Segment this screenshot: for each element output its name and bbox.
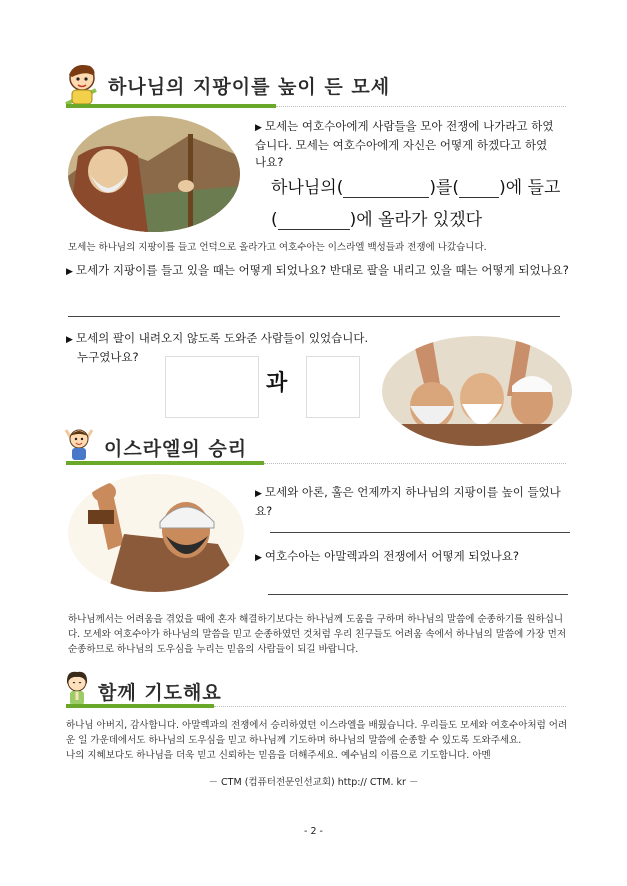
- page-number: - 2 -: [304, 826, 323, 837]
- section2-question2: ▶ 여호수아는 아말렉과의 전쟁에서 어떻게 되었나요?: [255, 549, 519, 563]
- section3-title-dotted-rule: [214, 706, 566, 707]
- section1-title: 하나님의 지팡이를 높이 든 모세: [108, 76, 391, 98]
- section1-title-dotted-rule: [276, 106, 566, 107]
- section3-title-underline: [66, 704, 214, 708]
- section2-message: 하나님께서는 어려움을 겪었을 때에 혼자 해결하기보다는 하나님께 도움을 구하며 하나님의 말씀에 순종하기를 원하십니다. 모세와 여호수아가 하나님의 말씀을 믿고 순종하였던 것처럼 우리 친구들도 어려움 속에서 하나님의 말씀에 가장 먼저 순종하므로 하나님의 도우심을 누리는 믿음의 사람들이 되길 바랍니다.: [68, 614, 566, 655]
- praying-girl-illustration: [62, 668, 92, 708]
- answer-line-s2q1[interactable]: [270, 532, 570, 533]
- boy-character-illustration: [60, 60, 102, 108]
- footer-credit: － CTM (컴퓨터전문인선교회) http:// CTM. kr －: [208, 777, 419, 788]
- answer-box-helper-1[interactable]: [165, 356, 259, 418]
- bullet-triangle-icon: ▶: [255, 489, 262, 499]
- joshua-victory-illustration: [68, 474, 244, 592]
- fill-in-line-1: 하나님의( )를( )에 들고: [271, 178, 561, 198]
- moses-holding-staff-illustration: [68, 116, 240, 232]
- answer-blank-1[interactable]: [343, 180, 429, 198]
- section2-title-underline: [66, 461, 264, 465]
- answer-blank-2[interactable]: [459, 180, 499, 198]
- bullet-triangle-icon: ▶: [66, 267, 73, 277]
- section2-title: 이스라엘의 승리: [104, 438, 248, 460]
- bullet-triangle-icon: ▶: [255, 553, 262, 563]
- prayer-paragraph-2: 나의 지혜보다도 하나님을 더욱 믿고 신뢰하는 믿음을 더해주세요. 예수님의 이름으로 기도합니다. 아멘: [66, 750, 491, 761]
- section1-question1: ▶ 모세는 여호수아에게 사람들을 모아 전쟁에 나가라고 하였습니다. 모세는 여호수아에게 자신은 어떻게 하겠다고 하였나요?: [255, 119, 554, 169]
- section2-question1: ▶ 모세와 아론, 훌은 언제까지 하나님의 지팡이를 높이 들었나요?: [255, 485, 561, 518]
- bullet-triangle-icon: ▶: [66, 335, 73, 345]
- section2-title-dotted-rule: [264, 463, 566, 464]
- section1-narration: 모세는 하나님의 지팡이를 들고 언덕으로 올라가고 여호수아는 이스라엘 백성들과 전쟁에 나갔습니다.: [68, 242, 487, 253]
- answer-blank-3[interactable]: [278, 212, 350, 230]
- section3-title: 함께 기도해요: [98, 682, 222, 704]
- cheering-child-illustration: [62, 424, 96, 464]
- bullet-triangle-icon: ▶: [255, 123, 262, 133]
- answer-box-helper-2[interactable]: [306, 356, 360, 418]
- prayer-paragraph-1: 하나님 아버지, 감사합니다. 아말렉과의 전쟁에서 승리하였던 이스라엘을 배웠습니다. 우리들도 모세와 여호수아처럼 어려운 일 가운데에서도 하나님의 도우심을 믿고 하나님께 기도하며 하나님의 말씀에 순종할 수 있도록 도와주세요.: [66, 720, 568, 746]
- answer-line-s2q2[interactable]: [268, 594, 568, 595]
- fill-in-line-2: ( )에 올라가 있겠다: [271, 210, 483, 230]
- answer-line-q2[interactable]: [68, 316, 560, 317]
- section1-title-underline: [66, 104, 276, 108]
- aaron-and-hur-illustration: [382, 336, 572, 446]
- and-connector-text: 과: [266, 371, 288, 396]
- section1-question3: ▶ 모세의 팔이 내려오지 않도록 도와준 사람들이 있었습니다. 누구였나요?: [66, 331, 369, 364]
- section1-question2: ▶ 모세가 지팡이를 들고 있을 때는 어떻게 되었나요? 반대로 팔을 내리고 있을 때는 어떻게 되었나요?: [66, 263, 569, 277]
